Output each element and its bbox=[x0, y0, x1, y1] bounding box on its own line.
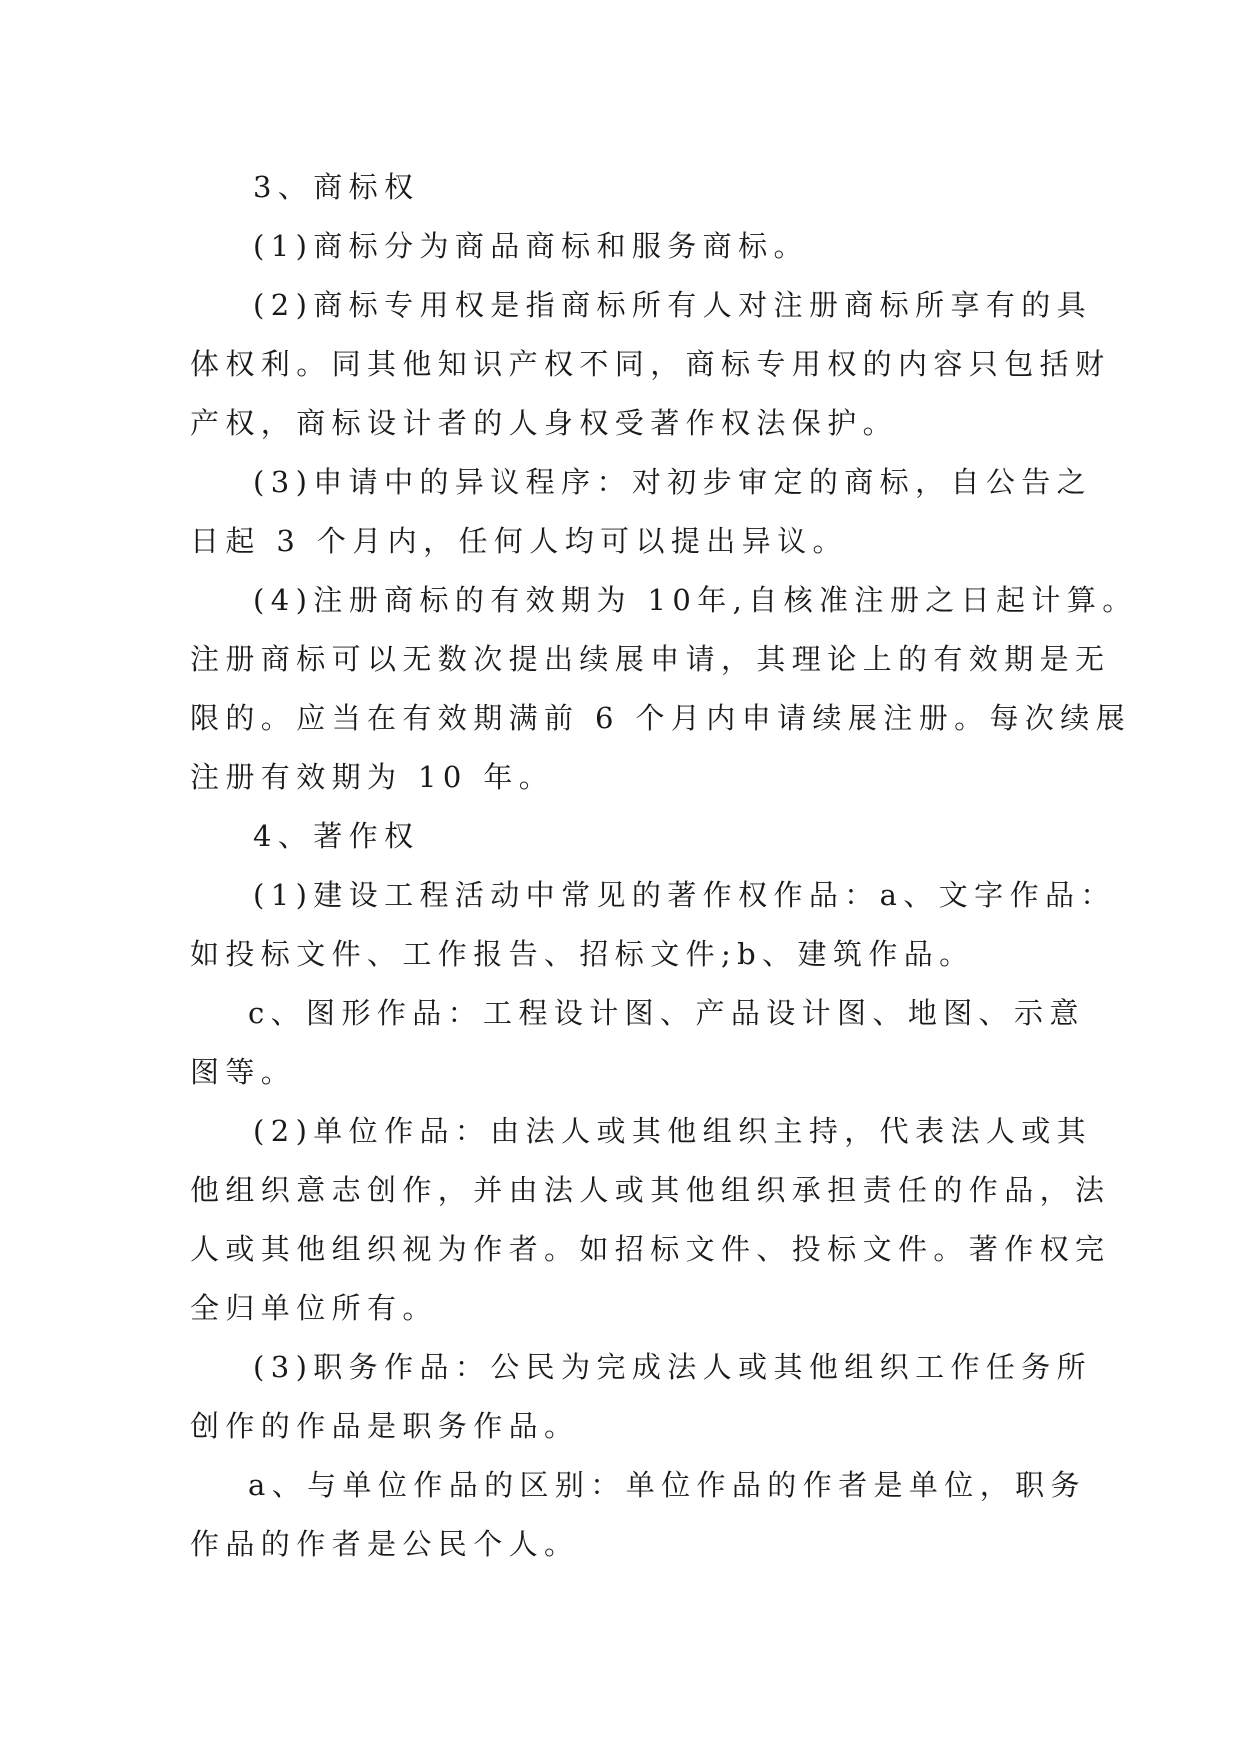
paragraph-line: 体权利。同其他知识产权不同，商标专用权的内容只包括财 bbox=[190, 347, 1111, 381]
paragraph-line: (4)注册商标的有效期为 10年,自核准注册之日起计算。 bbox=[253, 583, 1138, 617]
paragraph-line: (2)单位作品：由法人或其他组织主持，代表法人或其 bbox=[253, 1114, 1093, 1148]
paragraph-line: (1)商标分为商品商标和服务商标。 bbox=[253, 229, 809, 263]
paragraph-line: 图等。 bbox=[190, 1055, 297, 1089]
paragraph-line: 作品的作者是公民个人。 bbox=[190, 1527, 580, 1561]
paragraph-line: 他组织意志创作，并由法人或其他组织承担责任的作品，法 bbox=[190, 1173, 1111, 1207]
paragraph-line: 创作的作品是职务作品。 bbox=[190, 1409, 580, 1443]
section-heading-copyright: 4、著作权 bbox=[253, 819, 420, 853]
paragraph-line: (3)职务作品：公民为完成法人或其他组织工作任务所 bbox=[253, 1350, 1093, 1384]
paragraph-line: 人或其他组织视为作者。如招标文件、投标文件。著作权完 bbox=[190, 1232, 1111, 1266]
paragraph-line: (2)商标专用权是指商标所有人对注册商标所享有的具 bbox=[253, 288, 1093, 322]
paragraph-line: c、图形作品：工程设计图、产品设计图、地图、示意 bbox=[248, 996, 1085, 1030]
paragraph-line: 注册有效期为 10 年。 bbox=[190, 760, 555, 794]
document-page bbox=[190, 158, 1138, 1574]
paragraph-line: 注册商标可以无数次提出续展申请，其理论上的有效期是无 bbox=[190, 642, 1111, 676]
paragraph-line: 全归单位所有。 bbox=[190, 1291, 438, 1325]
paragraph-line: 产权，商标设计者的人身权受著作权法保护。 bbox=[190, 406, 899, 440]
paragraph-line: 如投标文件、工作报告、招标文件;b、建筑作品。 bbox=[190, 937, 975, 971]
paragraph-line: a、与单位作品的区别：单位作品的作者是单位，职务 bbox=[248, 1468, 1086, 1502]
section-heading-trademark: 3、商标权 bbox=[253, 170, 420, 204]
paragraph-line: (3)申请中的异议程序：对初步审定的商标，自公告之 bbox=[253, 465, 1093, 499]
paragraph-line: 限的。应当在有效期满前 6 个月内申请续展注册。每次续展 bbox=[190, 701, 1132, 735]
paragraph-line: 日起 3 个月内，任何人均可以提出异议。 bbox=[190, 524, 848, 558]
paragraph-line: (1)建设工程活动中常见的著作权作品：a、文字作品： bbox=[253, 878, 1116, 912]
